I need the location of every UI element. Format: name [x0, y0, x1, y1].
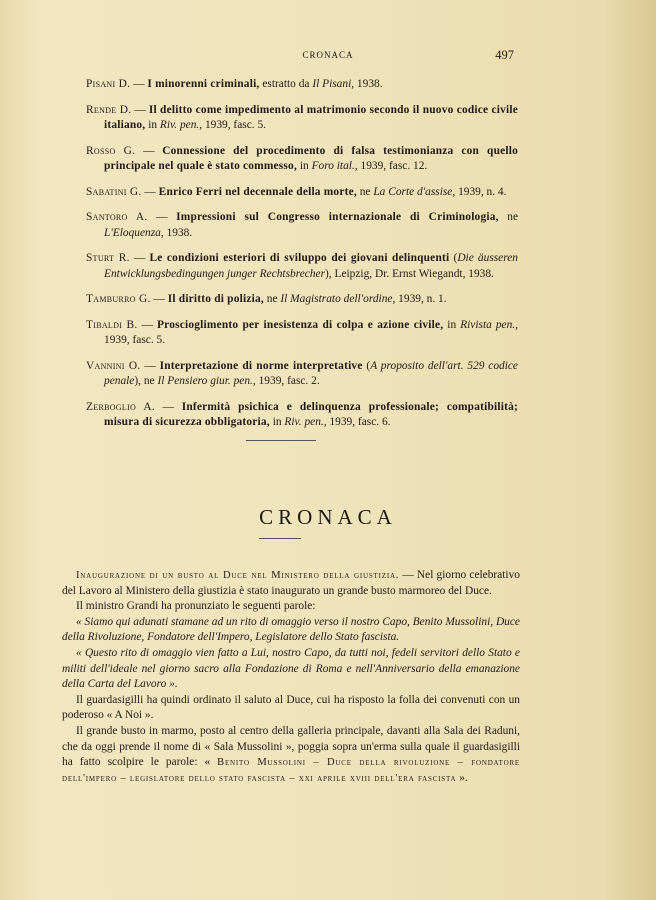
entry-citation: 1939, fasc. 6.: [326, 416, 391, 428]
entry-source: Il Magistrato dell'ordine,: [280, 293, 396, 305]
entry-source: Foro ital.,: [311, 160, 358, 172]
entry-citation: in: [269, 416, 285, 428]
entry-author: Pisani D.: [86, 78, 131, 90]
entry-title: Enrico Ferri nel decennale della morte,: [158, 185, 357, 198]
entry-citation: 1939, n. 1.: [395, 293, 447, 305]
paragraph-text: ».: [456, 771, 468, 784]
paragraph-text: — Nel giorno celebrativo del Lavoro al Ministero della giustizia è stato inaugurato un grande busto marmoreo del Duce.: [62, 569, 520, 597]
entry-separator: —: [135, 144, 163, 157]
entry-citation: in: [297, 160, 312, 172]
bibliography-list: [86, 77, 518, 441]
bibliography-entry: [86, 103, 518, 134]
entry-citation: in: [443, 318, 461, 331]
paragraph-text: Il grande busto in marmo, posto al centro della galleria principale, davanti alla Sala dei Raduni, che da oggi prende il nome di « Sala Mussolini », poggia sopra un'erma sulla quale il guardasigilli ha fatto scolpire le parole: «: [62, 724, 520, 769]
title-underline: [259, 538, 301, 539]
speech-quote: [62, 646, 520, 693]
quote-text: « Questo rito di omaggio vien fatto a Lui, nostro Capo, da tutti noi, fedeli servitori dello Stato e militi dell'ideale nel giorno sacro alla Fondazione di Roma e nell'Anniversario della emanazione della Carta del Lavoro ».: [62, 646, 520, 691]
entry-citation: in: [145, 119, 160, 131]
entry-author: Tamburro G.: [86, 293, 151, 305]
inscription-text: Benito Mussolini – Duce della rivoluzione – fondatore dell'impero – legislatore dello stato fascista – xxi aprile xviii dell'era fascista: [62, 757, 520, 784]
bibliography-entry: [86, 185, 518, 201]
entry-citation: 1939, fasc. 12.: [357, 160, 428, 172]
entry-citation: ne: [498, 211, 519, 223]
entry-title: Il diritto di polizia,: [167, 293, 264, 305]
entry-citation: ), ne: [134, 375, 158, 387]
section-divider: [246, 440, 316, 441]
entry-separator: —: [141, 185, 159, 198]
bibliography-entry: [86, 359, 518, 390]
entry-source: A proposito dell'art. 529 codice penale: [104, 359, 518, 387]
chronicle-body: [62, 568, 520, 786]
running-title: CRONACA: [302, 50, 354, 60]
entry-citation: ), Leipzig, Dr. Ernst Wiegandt, 1938.: [325, 267, 494, 280]
entry-separator: —: [147, 211, 177, 223]
entry-author: Rende D.: [86, 103, 132, 116]
entry-citation: (: [362, 359, 371, 372]
entry-citation: ne: [263, 293, 281, 305]
entry-citation: 1939, fasc. 2.: [255, 375, 320, 387]
bibliography-entry: [86, 318, 518, 349]
entry-citation: estratto da: [259, 78, 313, 90]
entry-separator: —: [131, 103, 149, 116]
entry-title: Connessione del procedimento di falsa testimonianza con quello principale nel quale è stato commesso,: [104, 144, 518, 172]
bibliography-entry: [86, 144, 518, 175]
entry-source: Il Pisani,: [312, 78, 355, 90]
quote-text: « Siamo qui adunati stamane ad un rito di omaggio verso il nostro Capo, Benito Mussolini, Duce della Rivoluzione, Fondatore dell'Impero, Legislatore dello Stato fascista.: [62, 615, 520, 644]
entry-author: Rosso G.: [86, 144, 136, 157]
chronicle-paragraph: [62, 724, 520, 786]
entry-title: Le condizioni esteriori di sviluppo dei giovani delinquenti: [149, 252, 450, 264]
speech-quote: [62, 615, 520, 646]
entry-title: I minorenni criminali,: [147, 78, 260, 90]
entry-author: Santoro A.: [86, 211, 148, 223]
chronicle-paragraph: Il guardasigilli ha quindi ordinato il saluto al Duce, cui ha risposto la folla dei convenuti con un poderoso « A Noi ».: [62, 693, 520, 722]
chronicle-paragraph: [62, 568, 520, 599]
entry-citation: 1938.: [354, 78, 383, 90]
bibliography-entry: [86, 400, 518, 431]
entry-citation: 1939, fasc. 5.: [104, 334, 166, 346]
bibliography-entry: [86, 292, 518, 308]
entry-citation: 1938.: [163, 226, 193, 239]
entry-separator: —: [129, 252, 150, 264]
entry-source: Riv. pen.,: [284, 416, 327, 428]
entry-source: La Corte d'assise,: [373, 185, 456, 198]
entry-citation: ne: [356, 185, 374, 198]
entry-citation: 1939, n. 4.: [455, 185, 507, 198]
entry-author: Zerboglio A.: [86, 400, 156, 413]
entry-source: Il Pensiero giur. pen.,: [157, 375, 256, 387]
entry-separator: —: [150, 293, 168, 305]
entry-title: Impressioni sul Congresso internazionale di Criminologia,: [176, 211, 499, 223]
entry-title: Infermità psichica e delinquenza professionale; compatibilità; misura di sicurezza obbligatoria,: [104, 400, 518, 428]
running-header: [0, 48, 656, 64]
entry-source: Rivista pen.,: [460, 318, 518, 331]
entry-citation: (: [449, 252, 458, 264]
entry-citation: 1939, fasc. 5.: [202, 119, 266, 131]
section-title: CRONACA: [259, 505, 397, 529]
bibliography-entry: [86, 251, 518, 282]
entry-source: Die äusseren Entwicklungsbedingungen junger Rechtsbrecher: [104, 252, 518, 280]
entry-separator: —: [130, 78, 148, 90]
entry-author: Sturt R.: [86, 252, 130, 264]
entry-title: Proscioglimento per inesistenza di colpa e azione civile,: [157, 318, 444, 331]
entry-title: Interpretazione di norme interpretative: [159, 359, 363, 372]
entry-source: Riv. pen.,: [159, 119, 203, 131]
entry-separator: —: [155, 400, 182, 413]
entry-author: Tibaldi B.: [86, 318, 138, 331]
page-number: 497: [495, 48, 514, 62]
bibliography-entry: [86, 77, 518, 93]
entry-title: Il delitto come impedimento al matrimonio secondo il nuovo codice civile italiano,: [104, 103, 518, 131]
entry-separator: —: [137, 318, 157, 331]
chronicle-heading: Inaugurazione di un busto al Duce nel Ministero della giustizia.: [76, 570, 400, 581]
chronicle-paragraph: Il ministro Grandi ha pronunziato le seguenti parole:: [76, 600, 316, 613]
entry-author: Sabatini G.: [86, 185, 142, 198]
bibliography-entry: [86, 210, 518, 241]
entry-separator: —: [140, 359, 160, 372]
entry-author: Vannini O.: [86, 359, 141, 372]
entry-source: L'Eloquenza,: [104, 226, 164, 239]
